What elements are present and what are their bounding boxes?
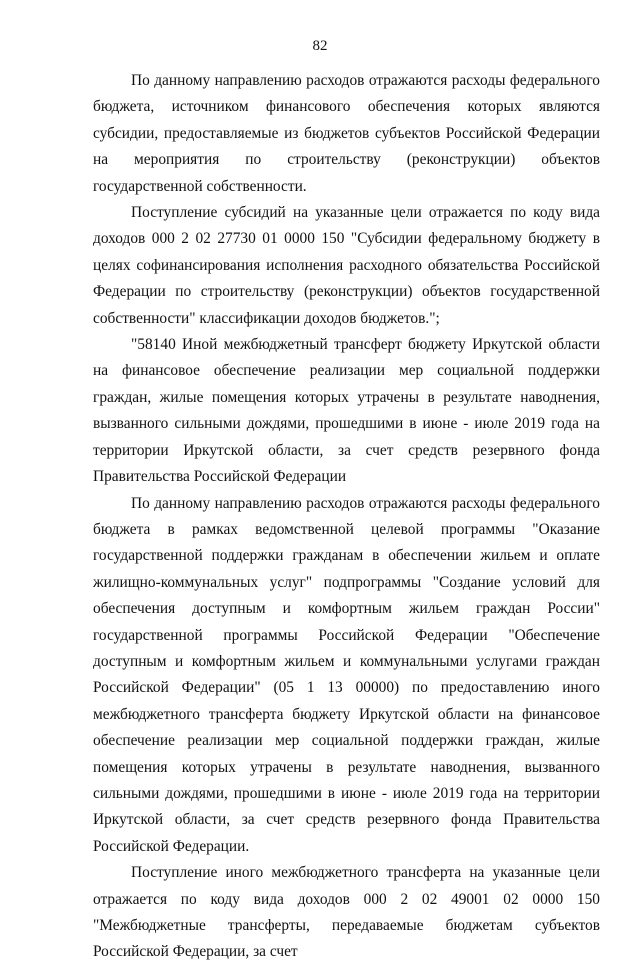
paragraph-5: Поступление иного межбюджетного трансферта на указанные цели отражается по коду вида доходов 000 2 02 49001 02 0000 150 "Межбюджетные трансферты, передаваемые бюджетам субъектов Российской Федерации, за счет: [93, 864, 600, 961]
document-body: [93, 68, 600, 966]
paragraph-1: По данному направлению расходов отражаются расходы федерального бюджета, источником финансового обеспечения которых являются субсидии, предоставляемые из бюджетов субъектов Российской Федерации на мероприятия по строительству (реконструкции) объектов государственной собственности.: [93, 72, 600, 195]
paragraph-3: "58140 Иной межбюджетный трансферт бюджету Иркутской области на финансовое обеспечение реализации мер социальной поддержки граждан, жилые помещения которых утрачены в результате наводнения, вызванного сильными дождями, прошедшими в июне - июле 2019 года на территории Иркутской области, за счет средств резервного фонда Правительства Российской Федерации: [93, 336, 600, 486]
page-number: 82: [312, 38, 328, 54]
paragraph-2: Поступление субсидий на указанные цели отражается по коду вида доходов 000 2 02 27730 01 0000 150 "Субсидии федеральному бюджету в целях софинансирования исполнения расходного обязательства Российской Федерации по строительству (реконструкции) объектов государственной собственности" классификации доходов бюджетов.";: [93, 204, 600, 327]
paragraph-4: По данному направлению расходов отражаются расходы федерального бюджета в рамках ведомственной целевой программы "Оказание государственной поддержки гражданам в обеспечении жильем и оплате жилищно-коммунальных услуг" подпрограммы "Создание условий для обеспечения доступным и комфортным жильем граждан России" государственной программы Российской Федерации "Обеспечение доступным и комфортным жильем и коммунальными услугами граждан Российской Федерации" (05 1 13 00000) по предоставлению иного межбюджетного трансферта бюджету Иркутской области на финансовое обеспечение реализации мер социальной поддержки граждан, жилые помещения которых утрачены в результате наводнения, вызванного сильными дождями, прошедшими в июне - июле 2019 года на территории Иркутской области, за счет средств резервного фонда Правительства Российской Федерации.: [93, 494, 600, 855]
